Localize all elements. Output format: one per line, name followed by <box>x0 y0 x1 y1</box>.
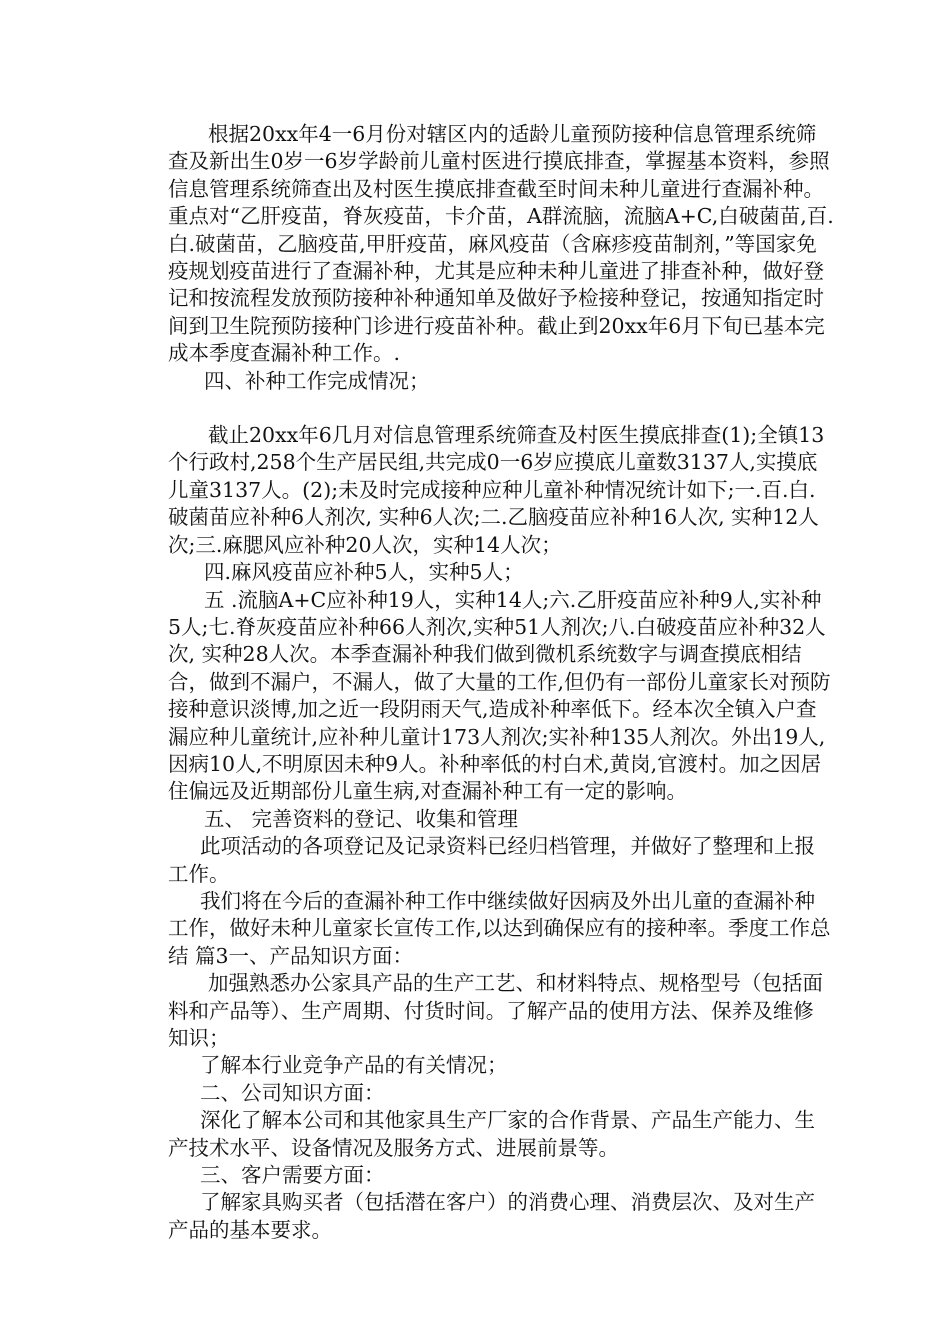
paragraph-product-knowledge: 加强熟悉办公家具产品的生产工艺、和材料特点、规格型号（包括面料和产品等）、生产周期、付货时间。了解产品的使用方法、保养及维修知识； <box>168 971 823 1050</box>
paragraph-vaccination-screening: 根据20xx年4一6月份对辖区内的适龄儿童预防接种信息管理系统筛查及新出生0岁一6岁学龄前儿童村医进行摸底排查，掌握基本资料，参照信息管理系统筛查出及村医生摸底排查截至时间未种儿童进行查漏补种。重点对“乙肝疫苗，脊灰疫苗，卡介苗，A群流脑，流脑A+C,白破菌苗,百.白.破菌苗，乙脑疫苗,甲肝疫苗，麻风疫苗（含麻疹疫苗制剂，”等国家免疫规划疫苗进行了查漏补种，尤其是应种未种儿童进了排查补种，做好登记和按流程发放预防接种补种通知单及做好予检接种登记，按通知指定时间到卫生院预防接种门诊进行疫苗补种。截止到20xx年6月下旬已基本完成本季度查漏补种工作。. <box>168 122 834 366</box>
paragraph-meningitis-summary: 五 .流脑A+C应补种19人，实种14人;六.乙肝疫苗应补种9人,实补种5人;七.脊灰疫苗应补种66人剂次,实种51人剂次;八.白破疫苗应补种32人次, 实种28人次。本季查漏补种我们做到微机系统数字与调查摸底相结合，做到不漏户，不漏人，做了大量的工作,但仍有一部份儿童家长对预防接种意识淡博,加之近一段阴雨天气,造成补种率低下。经本次全镇入户查漏应种儿童统计,应补种儿童计173人剂次;实补种135人剂次。外出19人,因病10人,不明原因未种9人。补种率低的村白术,黄岗,官渡村。加之因居住偏远及近期部份儿童生病,对查漏补种工有一定的影响。 <box>168 587 831 804</box>
paragraph-records-filed: 此项活动的各项登记及记录资料已经归档管理，并做好了整理和上报工作。 <box>168 834 815 886</box>
heading-completion-status: 四、补种工作完成情况； <box>204 368 430 393</box>
paragraph-competitor-products: 了解本行业竞争产品的有关情况； <box>200 1053 508 1078</box>
paragraph-future-work: 我们将在今后的查漏补种工作中继续做好因病及外出儿童的查漏补种工作，做好未种儿童家长宣传工作,以达到确保应有的接种率。季度工作总结 篇3一、产品知识方面： <box>168 888 831 968</box>
heading-company-knowledge: 二、公司知识方面： <box>200 1080 385 1105</box>
blank-line <box>168 395 834 422</box>
heading-customer-needs: 三、客户需要方面： <box>200 1163 385 1188</box>
paragraph-company-background: 深化了解本公司和其他家具生产厂家的合作背景、产品生产能力、生产技术水平、设备情况及服务方式、进展前景等。 <box>168 1108 815 1160</box>
document-body <box>168 121 834 1244</box>
paragraph-measles-rubella: 四.麻风疫苗应补种5人，实种5人； <box>204 560 524 585</box>
heading-records-management: 五、 完善资料的登记、收集和管理 <box>204 806 519 831</box>
paragraph-customer-psychology: 了解家具购买者（包括潜在客户）的消费心理、消费层次、及对生产产品的基本要求。 <box>168 1190 815 1242</box>
paragraph-screening-statistics: 截止20xx年6几月对信息管理系统筛查及村医生摸底排查(1);全镇13个行政村,258个生产居民组,共完成0一6岁应摸底儿童数3137人,实摸底儿童3137人。(2);未及时完成接种应种儿童补种情况统计如下;一.百.白.破菌苗应补种6人剂次, 实种6人次;二.乙脑疫苗应补种16人次, 实种12人次;三.麻腮风应补种20人次，实种14人次； <box>168 423 825 557</box>
